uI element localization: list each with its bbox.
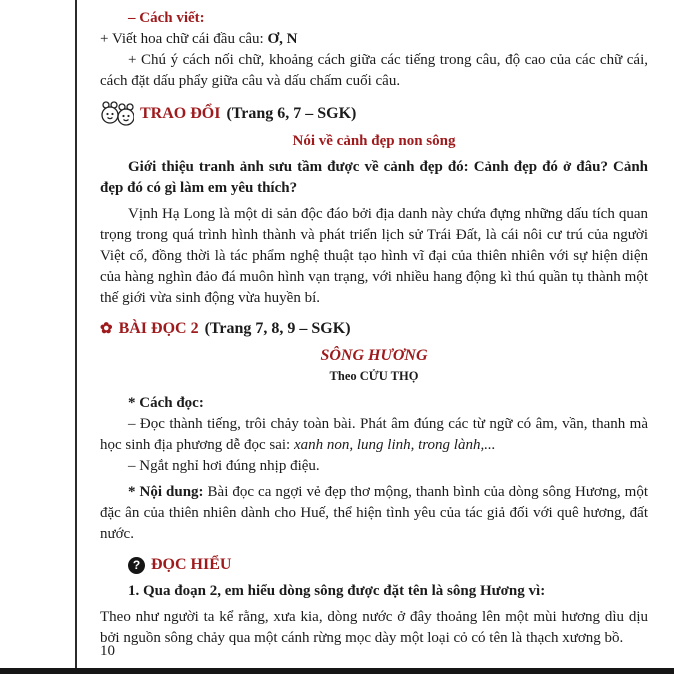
trao-doi-heading-row [100, 100, 648, 127]
cach-viet-line1 [100, 29, 648, 50]
cach-doc-label: * Cách đọc: [128, 395, 204, 411]
noi-dung-paragraph [100, 482, 648, 545]
trao-doi-prompt: Giới thiệu tranh ảnh sưu tầm được về cảnh đẹp đó: Cảnh đẹp đó ở đâu? Cảnh đẹp đó có gì làm em yêu thích? [100, 159, 648, 196]
cach-viet-line1-letters: Ơ, N [267, 31, 298, 47]
question-1: 1. Qua đoạn 2, em hiểu dòng sông được đặt tên là sông Hương vì: [128, 583, 546, 599]
cach-doc-note1-examples: xanh non, lung linh, trong lành,... [293, 437, 496, 453]
question-circle-icon: ? [128, 557, 145, 574]
noi-dung-label: * Nội dung: [128, 484, 204, 500]
cach-viet-line2: + Chú ý cách nối chữ, khoảng cách giữa các tiếng trong câu, độ cao của các chữ cái, cách đặt dấu phẩy giữa câu và dấu chấm cuối câu. [100, 52, 648, 89]
page-bottom-edge [0, 668, 674, 674]
cach-viet-heading: – Cách viết: [128, 10, 205, 26]
story-author: Theo CỬU THỌ [329, 369, 419, 383]
doc-hieu-heading: ĐỌC HIỂU [151, 556, 232, 573]
story-title: SÔNG HƯƠNG [320, 347, 428, 364]
cach-viet-line1-text: + Viết hoa chữ cái đầu câu: [100, 31, 268, 47]
flower-icon: ✿ [100, 321, 113, 337]
bai-doc-2-heading: BÀI ĐỌC 2 [118, 320, 199, 337]
bai-doc-2-heading-suffix: (Trang 7, 8, 9 – SGK) [204, 320, 351, 337]
trao-doi-heading-suffix: (Trang 6, 7 – SGK) [226, 104, 357, 122]
answer-1: Theo như người ta kể rằng, xưa kia, dòng nước ở đây thoảng lên một mùi hương dìu dịu bởi nguồn sông chảy qua một cánh rừng mọc dày một loại cỏ có tên là thạch xương bồ. [100, 609, 648, 646]
page-number: 10 [100, 643, 115, 659]
doc-hieu-heading-row [100, 553, 648, 577]
page-content [100, 8, 648, 649]
bai-doc-2-heading-row [100, 317, 648, 341]
cach-doc-note2: – Ngắt nghỉ hơi đúng nhịp điệu. [128, 458, 320, 474]
cach-doc-note1 [100, 414, 648, 456]
trao-doi-body: Vịnh Hạ Long là một di sản độc đáo bởi địa danh này chứa đựng những dấu tích quan trọng trong quá trình hình thành và phát triển lịch sử Trái Đất, là cái nôi cư trú của người Việt cổ, đồng thời là tác phẩm nghệ thuật tạo hình vĩ đại của thiên nhiên với sự hiện diện của hàng nghìn đảo đá muôn hình vạn trạng, với nhiều hang động kì thú quần tụ thành một thế giới vừa sinh động vừa huyền bí. [100, 206, 648, 306]
page-margin-line [75, 0, 77, 674]
trao-doi-subtitle: Nói về cảnh đẹp non sông [292, 133, 456, 149]
cach-doc-note1-text: – Đọc thành tiếng, trôi chảy toàn bài. Phát âm đúng các từ ngữ có âm, vần, thanh mà học sinh địa phương dễ đọc sai: [100, 416, 648, 453]
discussion-kids-icon [100, 100, 134, 127]
noi-dung-text: Bài đọc ca ngợi vẻ đẹp thơ mộng, thanh bình của dòng sông Hương, một đặc ân của thiên nhiên dành cho Huế, thể hiện tình yêu của tác giả đối với quê hương, đất nước. [100, 484, 648, 542]
trao-doi-heading: TRAO ĐỔI [140, 104, 221, 122]
